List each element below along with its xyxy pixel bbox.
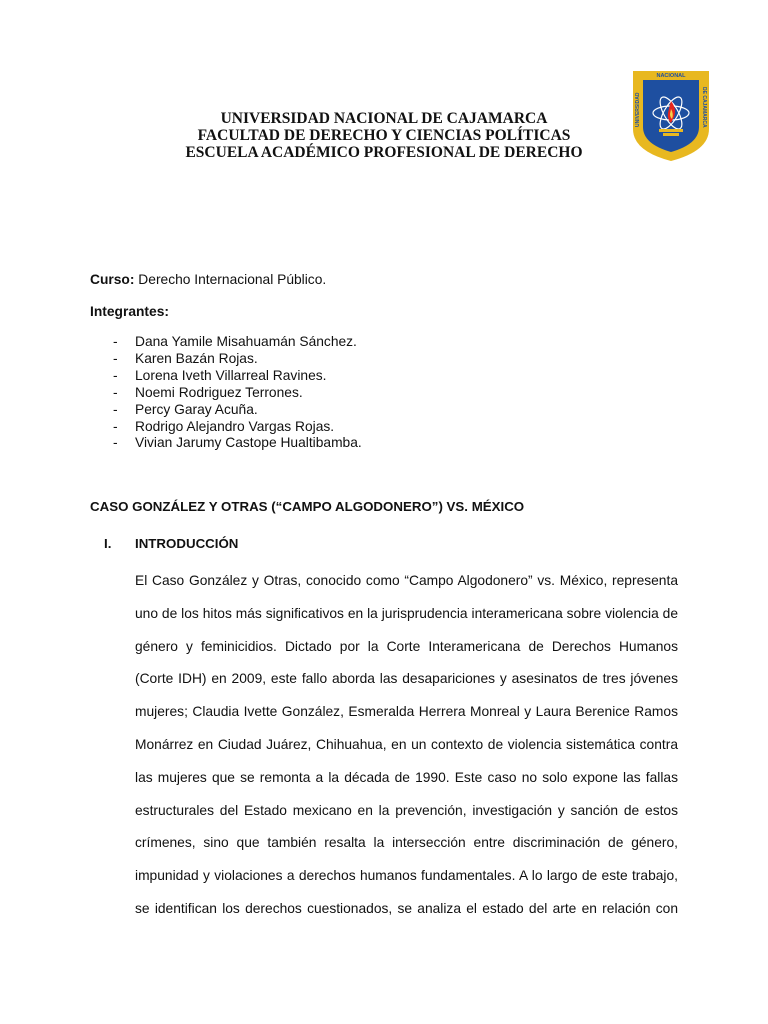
members-label: Integrantes: [90,304,169,319]
university-header [90,110,678,161]
list-item: - Noemi Rodriguez Terrones. [113,384,303,400]
introduction-paragraph [135,565,678,926]
paragraph-line: (Corte IDH) en 2009, este fallo aborda las desapariciones y asesinatos de tres jóvenes [135,671,678,687]
university-name: UNIVERSIDAD NACIONAL DE CAJAMARCA [220,110,548,127]
paragraph-line: uno de los hitos más significativos en la jurisprudencia interamericana sobre violencia de [135,605,678,621]
university-crest-logo [631,67,711,162]
list-item: - Percy Garay Acuña. [113,401,258,417]
list-item: - Karen Bazán Rojas. [113,350,258,366]
paragraph-line: El Caso González y Otras, conocido como “Campo Algodonero” vs. México, representa [135,573,678,588]
section-number: I. [104,536,112,551]
case-title: CASO GONZÁLEZ Y OTRAS (“CAMPO ALGODONERO”) VS. MÉXICO [90,499,525,514]
members-list [90,334,362,452]
faculty-name: FACULTAD DE DERECHO Y CIENCIAS POLÍTICAS [197,127,571,144]
crest-text-left: UNIVERSIDAD [635,92,641,127]
paragraph-line: estructurales del Estado mexicano en la prevención, investigación y sanción de estos [135,802,678,818]
crest-text-top: NACIONAL [656,73,686,79]
school-name: ESCUELA ACADÉMICO PROFESIONAL DE DERECHO [185,144,583,161]
paragraph-line: impunidad y violaciones a derechos humanos fundamentales. A lo largo de este trabajo, [135,868,678,884]
list-item: - Dana Yamile Misahuamán Sánchez. [113,334,357,349]
list-item: - Lorena Iveth Villarreal Ravines. [113,367,327,383]
course-value: Derecho Internacional Público. [134,272,327,287]
crest-text-right: DE CAJAMARCA [701,87,707,128]
course-line [90,272,326,288]
members-heading [90,304,169,320]
paragraph-line: las mujeres que se remonta a la década de 1990. Este caso no solo expone las fallas [135,769,678,785]
list-item: - Vivian Jarumy Castope Hualtibamba. [113,435,362,451]
paragraph-line: Monárrez en Ciudad Juárez, Chihuahua, en un contexto de violencia sistemática contra [135,736,678,752]
list-item: - Rodrigo Alejandro Vargas Rojas. [113,418,335,434]
paragraph-line: crímenes, sino que también resalta la intersección entre discriminación de género, [135,835,678,851]
section-title: INTRODUCCIÓN [135,536,239,551]
paragraph-line: se identifican los derechos cuestionados, se analiza el estado del arte en relación con [135,900,678,916]
course-label: Curso: [90,272,135,287]
paragraph-line: mujeres; Claudia Ivette González, Esmeralda Herrera Monreal y Laura Berenice Ramos [135,704,678,720]
paragraph-line: género y feminicidios. Dictado por la Corte Interamericana de Derechos Humanos [135,638,678,654]
